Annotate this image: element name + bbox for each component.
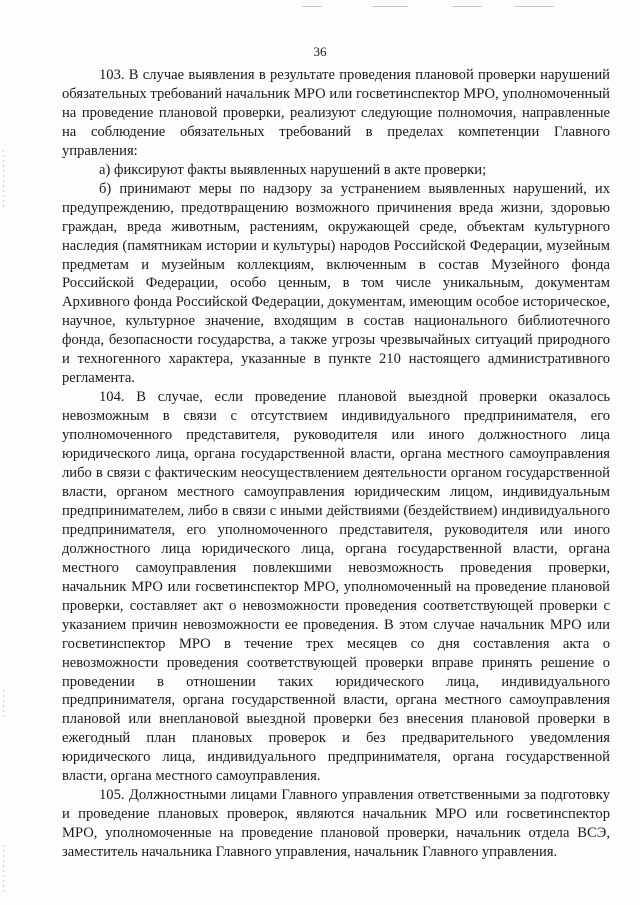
paragraph-103: 103. В случае выявления в результате проведения плановой проверки нарушений обязательных требований начальник МРО или госветинспектор МРО, уполномоченный на проведение плановой проверки, реализуют следующие полномочия, направленные на соблюдение обязательных требований в пределах компетенции Главного управления: [62,67,610,159]
paragraph-103-b: б) принимают меры по надзору за устранением выявленных нарушений, их предупреждению, предотвращению возможного причинения вреда жизни, здоровью граждан, вреда животным, растениям, окружающей среде, объектам культурного наследия (памятникам истории и культуры) народов Российской Федерации, музейным предметам и музейным коллекциям, включенным в состав Музейного фонда Российской Федерации, особо ценным, в том числе уникальным, документам Архивного фонда Российской Федерации, документам, имеющим особое историческое, научное, культурное значение, входящим в состав национального библиотечного фонда, безопасности государства, а также угрозы чрезвычайных ситуаций природного и техногенного характера, указанные в пункте 210 настоящего административного регламента. [62,180,610,387]
scan-artifact-line [514,6,554,7]
scan-artifact-line [452,6,482,7]
paragraph-103-a: а) фиксируют факты выявленных нарушений в акте проверки; [99,161,487,178]
scan-margin-artifact [3,690,4,720]
scan-artifact-line [302,6,322,7]
paragraph-105: 105. Должностными лицами Главного управления ответственными за подготовку и проведение плановых проверок, являются начальник МРО или госветинспектор МРО, уполномоченные на проведение плановой проверки, начальник отдела ВСЭ, заместитель начальника Главного управления, начальник Главного управления. [62,787,610,861]
page-number: 36 [313,44,327,59]
paragraph-104: 104. В случае, если проведение плановой выездной проверки оказалось невозможным в связи с отсутствием индивидуального предпринимателя, его уполномоченного представителя, руководителя или иного должностного лица юридического лица, органа государственной власти, органа местного самоуправления либо в связи с фактическим неосуществлением деятельности органом государственной власти, органом местного самоуправления юридическим лицом, индивидуальным предпринимателем, либо в связи с иными действиями (бездействием) индивидуального предпринимателя, его уполномоченного представителя, руководителя или иного должностного лица юридического лица, органа государственной власти, органа местного самоуправления повлекшими невозможность проведения проверки, начальник МРО или госветинспектор МРО, уполномоченный на проведение плановой проверки, составляет акт о невозможности проведения соответствующей проверки с указанием причин невозможности ее проведения. В этом случае начальник МРО или госветинспектор МРО в течение трех месяцев со дня составления акта о невозможности проведения соответствующей проверки вправе принять решение о проведении в отношении таких юридического лица, индивидуального предпринимателя, органа государственной власти, органа местного самоуправления плановой или внеплановой выездной проверки без внесения плановой проверки в ежегодный план плановых проверок и без предварительного уведомления юридического лица, индивидуального предпринимателя, органа государственной власти, органа местного самоуправления. [62,389,610,785]
scan-margin-artifact [3,150,4,210]
scan-margin-artifact [3,845,4,895]
scan-artifact-line [372,6,408,7]
document-body [62,66,610,862]
